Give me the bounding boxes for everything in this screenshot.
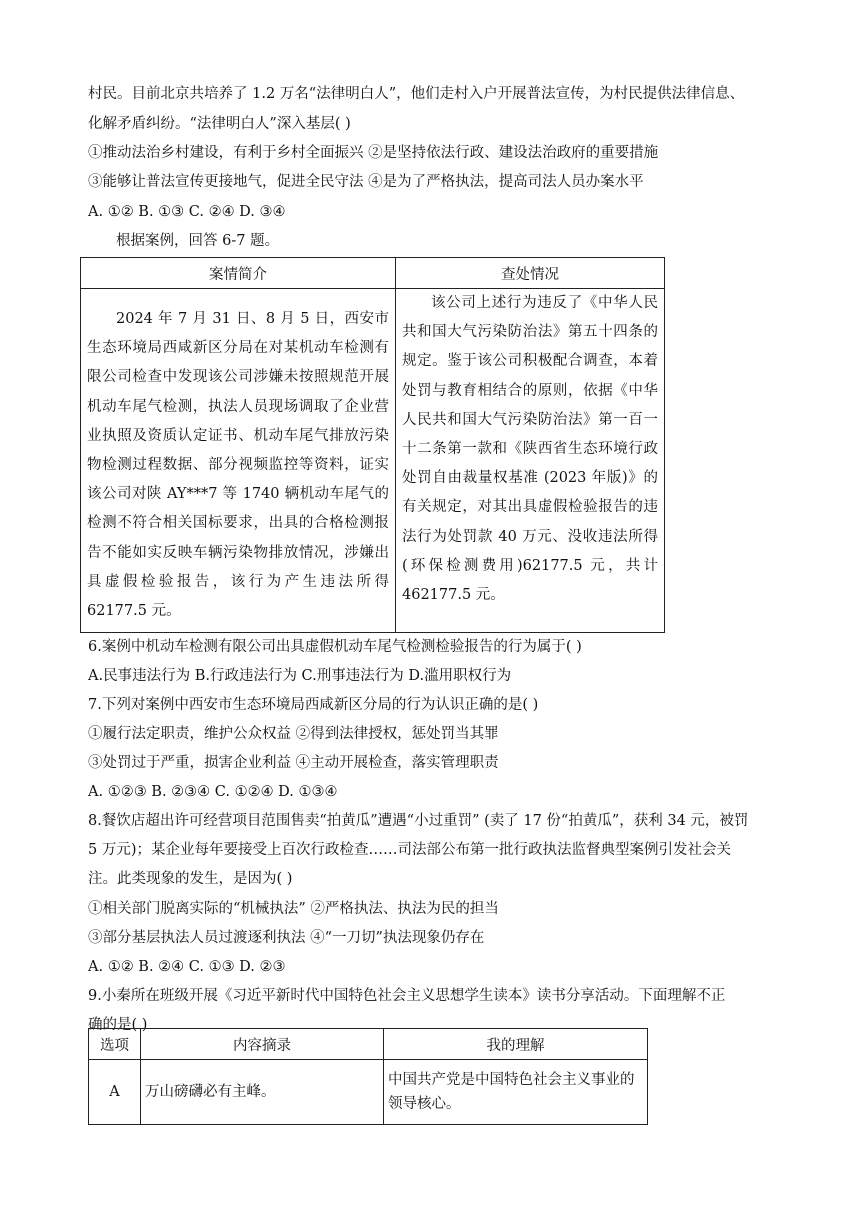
q8-statement-3-4: ③部分基层执法人员过渡逐利执法 ④“一刀切”执法现象仍存在 bbox=[88, 930, 485, 946]
intro-statement-1-2: ①推动法治乡村建设，有利于乡村全面振兴 ②是坚持依法行政、建设法治政府的重要措施 bbox=[88, 145, 659, 161]
q8-stem-line-2: 5 万元)；某企业每年要接受上百次行政检查……司法部公布第一批行政执法监督典型案例引发社会关 bbox=[88, 842, 731, 858]
q8-options: A. ①② B. ②④ C. ①③ D. ②③ bbox=[88, 959, 286, 975]
q7-statement-1-2: ①履行法定职责，维护公众权益 ②得到法律授权，惩处罚当其罪 bbox=[88, 726, 499, 742]
case-header-summary: 案情简介 bbox=[81, 258, 396, 289]
intro-statement-3-4: ③能够让普法宣传更接地气，促进全民守法 ④是为了严格执法，提高司法人员办案水平 bbox=[88, 174, 644, 190]
intro-line-2: 化解矛盾纠纷。“法律明白人”深入基层( ) bbox=[88, 116, 351, 132]
q9-header-understanding: 我的理解 bbox=[384, 1029, 648, 1060]
q8-statement-1-2: ①相关部门脱离实际的“机械执法” ②严格执法、执法为民的担当 bbox=[88, 901, 499, 917]
q8-stem-line-1: 8.餐饮店超出许可经营项目范围售卖“拍黄瓜”遭遇“小过重罚” (卖了 17 份“拍黄瓜”，获利 34 元，被罚 bbox=[88, 813, 749, 829]
case-header-result: 查处情况 bbox=[396, 258, 665, 289]
table-row bbox=[89, 1060, 648, 1125]
case-intro: 根据案例，回答 6-7 题。 bbox=[116, 233, 280, 249]
q9-row-a-option: A bbox=[89, 1060, 141, 1125]
case-summary-cell bbox=[81, 289, 396, 633]
q6-stem: 6.案例中机动车检测有限公司出具虚假机动车尾气检测检验报告的行为属于( ) bbox=[88, 639, 582, 655]
q9-header-option: 选项 bbox=[89, 1029, 141, 1060]
intro-options: A. ①② B. ①③ C. ②④ D. ③④ bbox=[88, 204, 286, 220]
case-result-text: 该公司上述行为违反了《中华人民共和国大气污染防治法》第五十四条的规定。鉴于该公司积极配合调查，本着处罚与教育相结合的原则，依据《中华人民共和国大气污染防治法》第一百一十二条第一款和《陕西省生态环境行政处罚自由裁量权基准 (2023 年版)》的有关规定，对其出具虚假检验报告的违法行为处罚款 40 万元、没收违法所得(环保检测费用)62177.5 元，共计 462177.5 元。 bbox=[402, 295, 658, 604]
q9-stem-line-1: 9.小秦所在班级开展《习近平新时代中国特色社会主义思想学生读本》读书分享活动。下面理解不正 bbox=[88, 988, 726, 1004]
q9-row-a-excerpt: 万山磅礴必有主峰。 bbox=[141, 1060, 384, 1125]
case-summary-text: 2024 年 7 月 31 日、8 月 5 日，西安市生态环境局西咸新区分局在对某机动车检测有限公司检查中发现该公司涉嫌未按照规范开展机动车尾气检测，执法人员现场调取了企业营业执照及资质认定证书、机动车尾气排放污染物检测过程数据、部分视频监控等资料，证实该公司对陕 AY***7 等 1740 辆机动车尾气的检测不符合相关国标要求，出具的合格检测报告不能如实反映车辆污染物排放情况，涉嫌出具虚假检验报告，该行为产生违法所得 62177.5 元。 bbox=[87, 311, 389, 620]
q8-stem-line-3: 注。此类现象的发生，是因为( ) bbox=[88, 871, 293, 887]
case-table bbox=[80, 257, 665, 633]
q7-stem: 7.下列对案例中西安市生态环境局西咸新区分局的行为认识正确的是( ) bbox=[88, 697, 539, 713]
q9-row-a-understanding: 中国共产党是中国特色社会主义事业的领导核心。 bbox=[384, 1060, 648, 1125]
q7-statement-3-4: ③处罚过于严重，损害企业利益 ④主动开展检查，落实管理职责 bbox=[88, 755, 499, 771]
q9-table bbox=[88, 1028, 648, 1125]
q7-options: A. ①②③ B. ②③④ C. ①②④ D. ①③④ bbox=[88, 784, 338, 800]
case-result-cell bbox=[396, 289, 665, 633]
q6-options: A.民事违法行为 B.行政违法行为 C.刑事违法行为 D.滥用职权行为 bbox=[88, 668, 512, 684]
intro-line-1: 村民。目前北京共培养了 1.2 万名“法律明白人”，他们走村入户开展普法宣传，为村民提供法律信息、 bbox=[88, 86, 745, 102]
q9-stem-line-2: 确的是( ) bbox=[88, 1017, 148, 1033]
q9-header-excerpt: 内容摘录 bbox=[141, 1029, 384, 1060]
